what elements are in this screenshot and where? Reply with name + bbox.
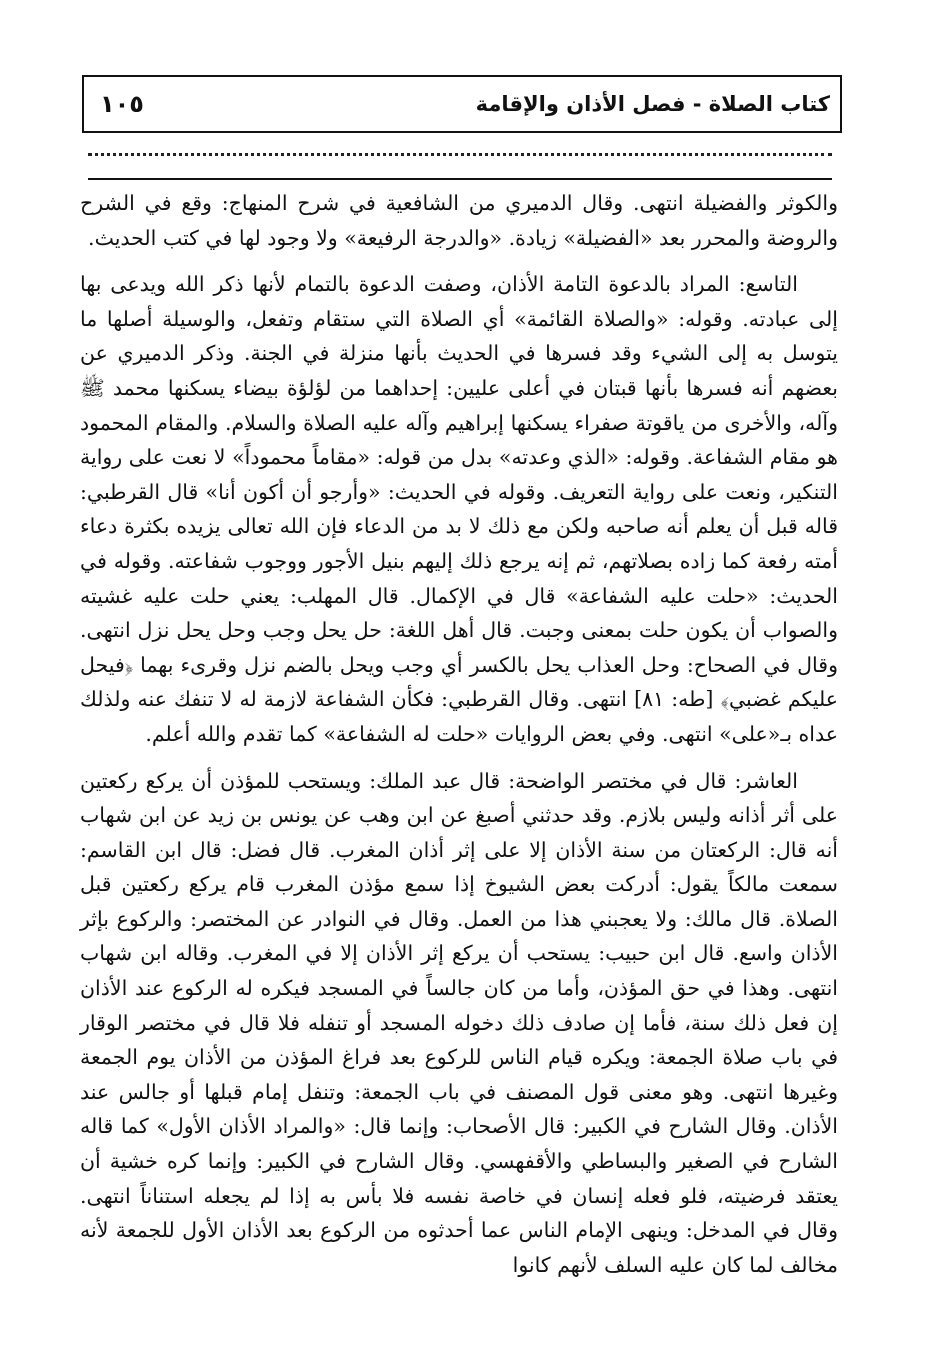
running-header <box>82 75 842 133</box>
body-text <box>80 186 838 1294</box>
header-rule <box>88 178 832 180</box>
paragraph-ninth: التاسع: المراد بالدعوة التامة الأذان، وصفت الدعوة بالتمام لأنها ذكر الله ويدعى بها إلى عبادته. وقوله: «والصلاة القائمة» أي الصلاة التي ستقام وتفعل، والوسيلة أصلها ما يتوسل به إلى الشيء وقد فسرها في الحديث بأنها منزلة في الجنة. وذكر الدميري عن بعضهم أنه فسرها بأنها قبتان في أعلى عليين: إحداهما من لؤلؤة بيضاء يسكنها محمد ﷺ وآله، والأخرى من ياقوتة صفراء يسكنها إبراهيم وآله عليه الصلاة والسلام. والمقام المحمود هو مقام الشفاعة. وقوله: «الذي وعدته» بدل من قوله: «مقاماً محموداً» لا نعت على رواية التنكير، ونعت على رواية التعريف. وقوله في الحديث: «وأرجو أن أكون أنا» قال القرطبي: قاله قبل أن يعلم أنه صاحبه ولكن مع ذلك لا بد من الدعاء فإن الله تعالى يزيده بكثرة دعاء أمته رفعة كما زاده بصلاتهم، ثم إنه يرجع ذلك إليهم بنيل الأجور ووجوب شفاعته. وقوله في الحديث: «حلت عليه الشفاعة» قال في الإكمال. قال المهلب: يعني حلت عليه غشيته والصواب أن يكون حلت بمعنى وجبت. قال أهل اللغة: حل يحل وجب وحل يحل نزل انتهى. وقال في الصحاح: وحل العذاب يحل بالكسر أي وجب ويحل بالضم نزل وقرىء بهما ﴿فيحل عليكم غضبي﴾ [طه: ٨١] انتهى. وقال القرطبي: فكأن الشفاعة لازمة له لا تنفك عنه ولذلك عداه بـ«على» انتهى. وفي بعض الروايات «حلت له الشفاعة» كما تقدم والله أعلم. <box>80 272 838 746</box>
chapter-title: كتاب الصلاة - فصل الأذان والإقامة <box>475 92 830 116</box>
paragraph-tenth: العاشر: قال في مختصر الواضحة: قال عبد الملك: ويستحب للمؤذن أن يركع ركعتين على أثر أذانه وليس بلازم. وقد حدثني أصبغ عن ابن وهب عن يونس بن زيد عن ابن شهاب أنه قال: الركعتان من سنة الأذان إلا على إثر أذان المغرب. قال فضل: قال ابن القاسم: سمعت مالكاً يقول: أدركت بعض الشيوخ إذا سمع مؤذن المغرب قام يركع ركعتين قبل الصلاة. قال مالك: ولا يعجبني هذا من العمل. وقال في النوادر عن المختصر: والركوع بإثر الأذان واسع. قال ابن حبيب: يستحب أن يركع إثر الأذان إلا في المغرب. وقاله ابن شهاب انتهى. وهذا في حق المؤذن، وأما من كان جالساً في المسجد فيكره له الركوع عند الأذان إن فعل ذلك سنة، فأما إن صادف ذلك دخوله المسجد أو تنفله فلا قال في مختصر الوقار في باب صلاة الجمعة: ويكره قيام الناس للركوع بعد فراغ المؤذن من الأذان يوم الجمعة وغيرها انتهى. وهو معنى قول المصنف في باب الجمعة: وتنفل إمام قبلها أو جالس عند الأذان. وقال الشارح في الكبير: قال الأصحاب: وإنما قال: «والمراد الأذان الأول» كما قاله الشارح في الصغير والبساطي والأقفهسي. وقال الشارح في الكبير: وإنما كره خشية أن يعتقد فرضيته، فلو فعله إنسان في خاصة نفسه فلا بأس به إذا لم يجعله استناناً انتهى. وقال في المدخل: وينهى الإمام الناس عما أحدثوه من الركوع بعد الأذان الأول للجمعة لأنه مخالف لما كان عليه السلف لأنهم كانوا <box>80 768 838 1277</box>
dotted-divider <box>88 153 832 156</box>
paragraph-continuation: والكوثر والفضيلة انتهى. وقال الدميري من الشافعية في شرح المنهاج: وقع في الشرح والروضة والمحرر بعد «الفضيلة» زيادة. «والدرجة الرفيعة» ولا وجود لها في كتب الحديث. <box>80 191 838 250</box>
page-number: ١٠٥ <box>100 90 144 118</box>
